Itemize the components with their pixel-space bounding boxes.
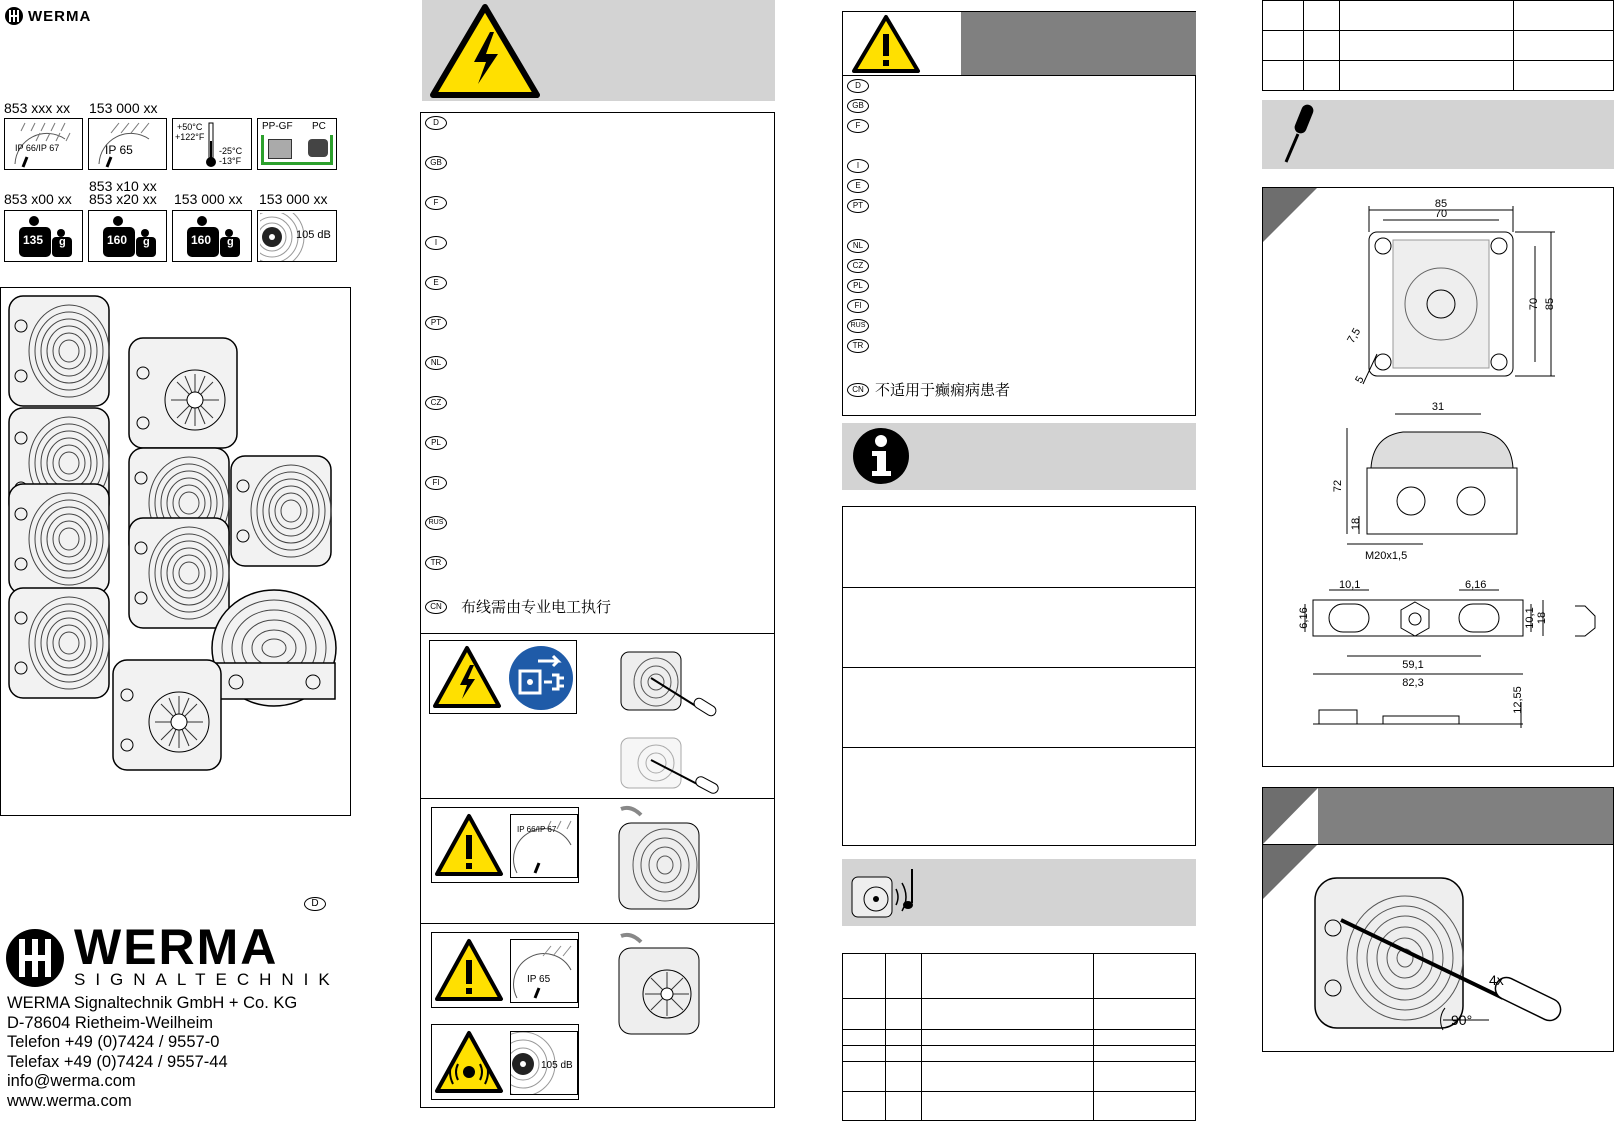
language-row-pl: PL [425,436,447,450]
dim-label: 31 [1431,401,1445,413]
company-fax: Telefax +49 (0)7424 / 9557-44 [7,1052,228,1071]
electrical-warning-header [422,0,775,101]
language-row-gb: GB [425,156,447,170]
language-row-nl: NL [847,239,869,253]
language-row-i: I [425,236,447,250]
material-box [257,118,337,170]
dim-label: 82,3 [1402,677,1424,689]
sound-level-label: 105 dB [541,1060,573,1071]
sound-warning-frame [431,1024,579,1100]
weight-box [4,210,83,262]
beacon-housings-illustration [1,288,350,815]
ip66-label: IP 66/IP 67 [15,143,60,153]
dim-label: 10,1 [1524,607,1536,629]
sound-level-box [257,210,337,262]
language-row-pl: PL [847,279,869,293]
disconnect-warning-frame [429,640,577,714]
ip66-warning-frame [431,807,579,883]
logo-subtext: SIGNALTECHNIK [74,970,340,989]
weight-value: 160 [191,233,212,247]
warning-icon [434,938,504,1002]
language-row-fi: FI [425,476,447,490]
housing-vent-illustration [611,930,721,1042]
spec-label: 853 x00 xx [4,191,72,207]
ip66-rating-box [4,118,83,170]
company-address [7,994,297,1111]
spray-icon [511,940,577,1002]
temp-high: +50°C [177,122,203,132]
company-logo [4,919,340,991]
info-header [842,423,1196,490]
dim-label: 18 [1350,517,1362,531]
company-city: D-78604 Rietheim-Weilheim [7,1013,214,1032]
language-badge-d: D [304,893,326,911]
company-email: info@werma.com [7,1072,136,1090]
dim-label: 18 [1536,611,1548,625]
language-row-gb: GB [847,99,869,113]
weight-unit: g [59,236,66,248]
screwdriver-icon [1276,102,1316,166]
housing-open-illustration [611,638,731,794]
weight-box [88,210,167,262]
material-ppgf: PP-GF [262,121,293,132]
ip65-label: IP 65 [105,143,133,157]
mounting-header-fill [1318,788,1613,844]
temperature-box [172,118,252,170]
language-row-e: E [847,179,869,193]
company-phone: Telefon +49 (0)7424 / 9557-0 [7,1033,220,1051]
small-logo-text: WERMA [28,7,92,25]
dim-label: M20x1,5 [1365,550,1408,562]
epilepsy-note-cn: 不适用于癫痫病患者 [875,382,1011,399]
dim-label: 70 [1434,208,1448,220]
ip65-label: IP 65 [527,974,551,985]
wiring-note-cn: 布线需由专业电工执行 [461,599,612,616]
volume-adjust-icon [848,865,924,921]
sound-settings-table [842,953,1196,1121]
company-name: WERMA Signaltechnik GmbH + Co. KG [7,994,298,1012]
ip65-warning-frame [431,932,579,1008]
language-row-pt: PT [847,199,869,213]
temp-high-f: +122°F [175,132,205,142]
language-list-box [420,112,775,634]
werma-logo-icon [4,6,24,26]
step-panel-ip65 [420,923,775,1108]
dim-label: 85 [1434,198,1448,210]
thermometer-icon [205,121,217,169]
epilepsy-language-box [842,75,1196,416]
language-row-pt: PT [425,316,447,330]
ip65-badge [510,939,578,1003]
spec-label: 153 000 xx [174,191,243,207]
spec-label: 853 x20 xx [89,191,157,207]
step-panel-disconnect [420,633,775,799]
electrical-hazard-icon [432,645,502,709]
temp-low-f: -13°F [219,156,242,166]
language-row-d: D [847,79,869,93]
spec-label: 853 xxx xx [4,100,71,116]
dim-label: 72 [1332,479,1344,493]
language-row-rus: RUS [425,516,447,530]
ip66-label: IP 66/IP 67 [517,825,557,834]
mounting-step [1262,787,1614,1052]
step-panel-ip66 [420,798,775,924]
werma-logo-icon [4,927,66,989]
dim-label: 70 [1528,297,1540,311]
product-illustration [0,287,351,816]
dim-label: 6,16 [1465,579,1487,591]
company-web: www.werma.com [7,1091,132,1110]
weight-value: 160 [107,233,128,247]
dim-label: 85 [1544,297,1556,311]
housing-sample-icon [308,139,328,157]
weight-value: 135 [23,233,44,247]
sound-badge [510,1031,578,1095]
dim-label: 5 [1353,374,1367,386]
language-row-e: E [425,276,447,290]
technical-drawing [1263,188,1613,766]
warning-header-fill [961,12,1196,75]
language-row-f: F [847,119,869,133]
housing-sample-icon [268,139,292,159]
language-row-cn: CN 不适用于癫痫病患者 [847,379,1010,400]
epilepsy-warning-header [842,11,1196,76]
material-pc: PC [312,121,326,132]
warning-icon [851,14,921,74]
spec-label: 153 000 xx [259,191,328,207]
ip65-rating-box [88,118,167,170]
electrical-hazard-icon [430,4,540,98]
corner-marker-icon [1263,188,1317,242]
spec-label: 853 x10 xx [89,178,157,194]
disconnect-mains-icon [508,645,574,711]
hearing-warning-icon [434,1030,504,1094]
screw-angle: 90° [1451,1012,1473,1028]
screw-mounting-illustration [1293,848,1593,1048]
housing-sealed-illustration [611,805,721,917]
weight-box [172,210,252,262]
ip66-badge [510,814,578,878]
weight-unit: g [227,236,234,248]
language-row-tr: TR [847,339,869,353]
language-row-rus: RUS [847,319,869,333]
language-row-f: F [425,196,447,210]
logo-text: WERMA [74,919,279,975]
config-table [1262,0,1614,91]
temp-low: -25°C [219,146,243,156]
language-row-cz: CZ [425,396,447,410]
dim-label: 6,16 [1298,607,1310,629]
language-row-nl: NL [425,356,447,370]
sound-adjust-header [842,859,1196,926]
tools-header [1262,100,1614,169]
small-logo [4,6,91,26]
dim-label: 10,1 [1339,579,1361,591]
dimension-drawing [1262,187,1614,767]
language-row-d: D [425,116,447,130]
info-icon [852,427,910,485]
dim-label: 12,55 [1512,686,1524,714]
dim-label: 7,5 [1345,326,1364,346]
dim-label: 59,1 [1402,659,1424,671]
screw-count: 4x [1489,972,1504,988]
corner-marker-icon [1263,788,1318,844]
info-text-box [842,506,1196,846]
spec-label: 153 000 xx [89,100,158,116]
language-row-i: I [847,159,869,173]
weight-unit: g [143,236,150,248]
language-row-cn: CN 布线需由专业电工执行 [425,596,611,617]
warning-icon [434,813,504,877]
language-row-fi: FI [847,299,869,313]
language-row-tr: TR [425,556,447,570]
sound-level-label: 105 dB [296,229,331,241]
language-row-cz: CZ [847,259,869,273]
